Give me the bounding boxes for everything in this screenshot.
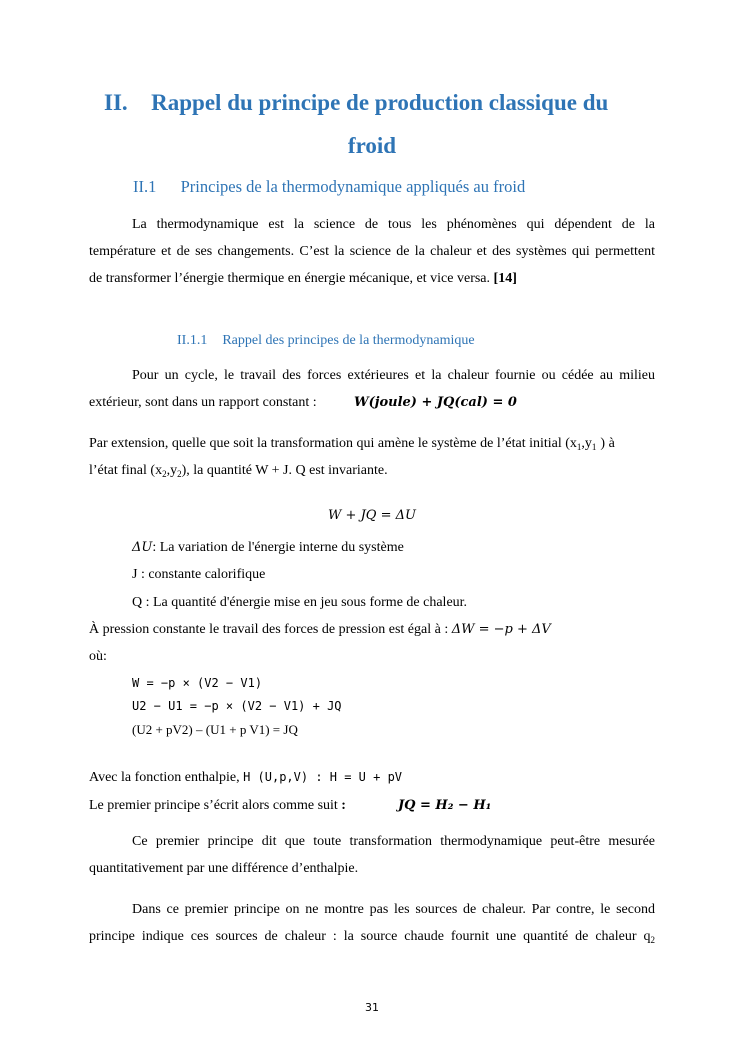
ou-label: où:: [89, 649, 107, 664]
extension-line2-text: l’état final (x: [89, 463, 163, 478]
equation-1: W = −p × (V2 − V1): [132, 676, 263, 690]
pressure-formula: ΔW = −p + ΔV: [451, 622, 551, 637]
chapter-title-line1: Rappel du principe de production classique du: [151, 90, 609, 115]
extension-end1: ) à: [600, 436, 615, 451]
subsection-title: Rappel des principes de la thermodynamique: [222, 333, 475, 348]
chapter-number: II.: [104, 90, 128, 115]
chapter-heading-line1: [104, 90, 608, 116]
sub-y2: 2: [177, 469, 182, 479]
extension-mid1: ,y: [581, 436, 592, 451]
enthalpy-para-line2: quantitativement par une différence d’enthalpie.: [89, 861, 359, 876]
page-number: 31: [365, 1001, 379, 1014]
enthalpy-para-line1: Ce premier principe dit que toute transformation thermodynamique peut-être mesurée: [132, 834, 655, 849]
equation-2: U2 − U1 = −p × (V2 − V1) + JQ: [132, 699, 342, 713]
delta-u-symbol: ΔU: [132, 540, 153, 555]
enthalpy-text: Avec la fonction enthalpie,: [89, 770, 240, 785]
first-principle-formula: JQ = H₂ − H₁: [398, 798, 492, 813]
definition-q: Q : La quantité d'énergie mise en jeu sous forme de chaleur.: [132, 595, 468, 610]
second-para-line2-text: principe indique ces sources de chaleur : la source chaude fournit une quantité de chaleur q: [89, 929, 651, 944]
pressure-line: [89, 622, 551, 638]
sub-x2: 2: [162, 469, 167, 479]
enthalpy-line: [89, 770, 402, 786]
sub-x1: 1: [576, 442, 582, 452]
extension-line1-text: Par extension, quelle que soit la transformation qui amène le système de l’état initial (x: [89, 436, 577, 451]
definition-j: J : constante calorifique: [132, 567, 266, 582]
first-principle-text: Le premier principe s’écrit alors comme suit: [89, 798, 338, 813]
equation-3: (U2 + pV2) – (U1 + p V1) = JQ: [132, 722, 298, 737]
subsection-heading-2-1-1: [177, 333, 475, 349]
first-principle-colon: :: [341, 798, 346, 813]
extension-line1: [89, 436, 655, 452]
section-heading-2-1: [133, 177, 525, 197]
center-formula: W + JQ = ΔU: [328, 508, 416, 523]
second-para-line1: Dans ce premier principe on ne montre pas les sources de chaleur. Par contre, le second: [132, 902, 655, 917]
definition-delta-u: [132, 540, 404, 556]
delta-u-text: : La variation de l'énergie interne du système: [152, 540, 404, 555]
enthalpy-formula: H (U,p,V) : H = U + pV: [243, 770, 403, 784]
para1-line3: [89, 271, 517, 287]
cycle-formula: W(joule) + JQ(cal) = 0: [354, 395, 517, 410]
extension-mid2: ,y: [166, 463, 178, 478]
cycle-line2: extérieur, sont dans un rapport constant :: [89, 395, 317, 410]
para1-line1: La thermodynamique est la science de tous les phénomènes qui dépendent de la: [132, 217, 655, 232]
extension-line2: [89, 463, 388, 479]
second-para-line2: [89, 929, 655, 945]
para1-line3-text: de transformer l’énergie thermique en énergie mécanique, et vice versa.: [89, 271, 491, 286]
section-title: Principes de la thermodynamique appliqués au froid: [180, 177, 526, 196]
reference-14: [14]: [493, 271, 517, 286]
section-number: II.1: [133, 177, 157, 196]
sub-q2: 2: [650, 935, 655, 945]
sub-y1: 1: [591, 442, 597, 452]
first-principle-line: [89, 798, 346, 814]
pressure-text: À pression constante le travail des forces de pression est égal à :: [89, 622, 449, 637]
extension-end2: ), la quantité W + J. Q est invariante.: [181, 463, 388, 478]
subsection-number: II.1.1: [177, 333, 208, 348]
cycle-line1: Pour un cycle, le travail des forces extérieures et la chaleur fournie ou cédée au milieu: [132, 368, 655, 383]
para1-line2: température et de ses changements. C’est la science de la chaleur et des systèmes qui permettent: [89, 244, 655, 259]
chapter-title-line2: froid: [347, 133, 397, 158]
